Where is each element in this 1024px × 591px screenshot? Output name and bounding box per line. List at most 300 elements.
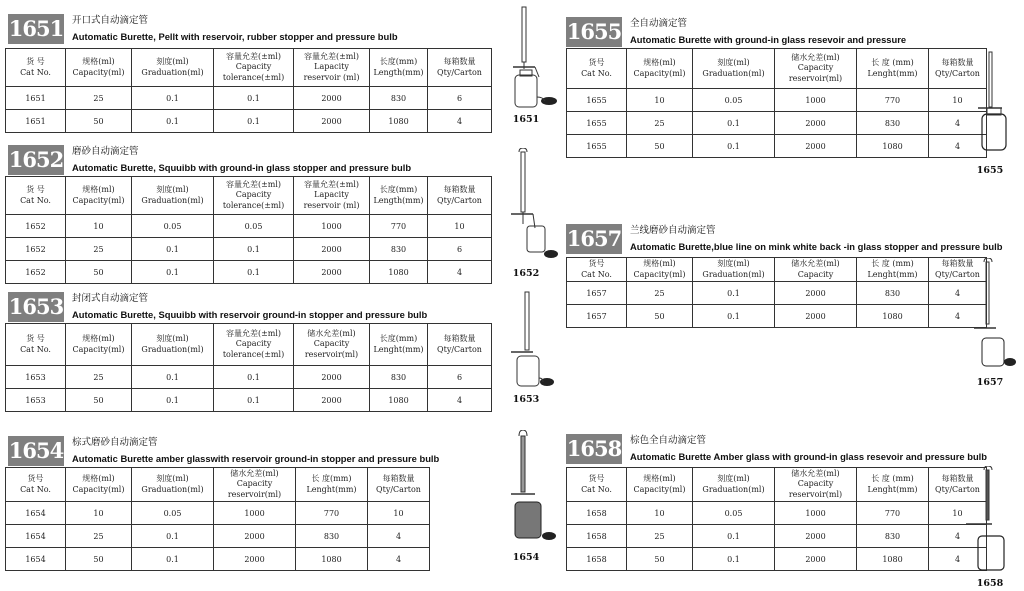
table-row <box>6 366 492 389</box>
header-line: Cat No. <box>581 484 612 494</box>
header-line: 规格(ml) <box>643 259 676 268</box>
header-line: tolerance(±ml) <box>222 349 285 359</box>
header-line: Capacity <box>797 269 834 279</box>
table-cell: 1651 <box>6 110 66 133</box>
header-line: Lapacity <box>314 62 349 72</box>
table-cell: 2000 <box>294 389 370 412</box>
table-cell: 830 <box>296 525 368 548</box>
cat-badge: 1653 <box>8 292 64 322</box>
table-cell: 830 <box>857 525 929 548</box>
header-line: 货号 <box>588 259 605 268</box>
cat-badge: 1655 <box>566 17 622 47</box>
column-header <box>693 468 775 502</box>
column-header <box>857 49 929 89</box>
header-line: 规格(ml) <box>643 58 676 67</box>
title-en: Automatic Burette, Squuibb with ground-in glass stopper and pressure bulb <box>72 162 412 173</box>
table-cell: 4 <box>368 548 430 571</box>
title-cn: 棕式磨砂自动滴定管 <box>72 437 158 448</box>
table-cell: 0.1 <box>132 548 214 571</box>
table-cell: 2000 <box>294 366 370 389</box>
header-line: Capacity(ml) <box>72 484 125 494</box>
table-cell: 4 <box>368 525 430 548</box>
header-line: Capacity(ml) <box>72 344 125 354</box>
header-line: Capacity <box>236 479 273 489</box>
column-header <box>66 324 132 366</box>
column-header <box>66 49 132 87</box>
column-header <box>294 177 370 215</box>
table-cell: 0.1 <box>693 112 775 135</box>
figure-label: 1652 <box>512 268 540 279</box>
table-cell: 0.05 <box>132 215 214 238</box>
table-cell: 0.1 <box>214 389 294 412</box>
spec-table-1651 <box>5 48 492 133</box>
table-cell: 1080 <box>370 261 428 284</box>
table-cell: 1000 <box>294 215 370 238</box>
title-cn: 磨砂自动滴定管 <box>72 146 139 157</box>
header-line: Cat No. <box>20 344 51 354</box>
table-cell: 50 <box>66 548 132 571</box>
column-header <box>6 324 66 366</box>
header-line: Capacity(ml) <box>633 484 686 494</box>
table-cell: 4 <box>929 305 987 328</box>
table-cell: 0.1 <box>214 261 294 284</box>
title-cn: 开口式自动滴定管 <box>72 15 149 26</box>
table-cell: 2000 <box>775 525 857 548</box>
table-cell: 1080 <box>857 305 929 328</box>
table-cell: 1000 <box>775 89 857 112</box>
table-cell: 50 <box>66 389 132 412</box>
cat-badge: 1658 <box>566 434 622 464</box>
table-cell: 1655 <box>567 112 627 135</box>
header-row <box>567 49 987 89</box>
table-cell: 50 <box>66 110 132 133</box>
table-cell: 1654 <box>6 525 66 548</box>
header-line: 每箱数量 <box>941 58 974 67</box>
table-row <box>6 502 430 525</box>
column-header <box>775 468 857 502</box>
table-cell: 50 <box>627 305 693 328</box>
header-line: Length(mm) <box>373 195 424 205</box>
header-line: 货号 <box>27 474 44 483</box>
header-line: 货号 <box>588 474 605 483</box>
header-line: Qty/Carton <box>935 484 980 494</box>
header-line: 每箱数量 <box>941 474 974 483</box>
title-cn: 兰线磨砂自动滴定管 <box>630 225 716 236</box>
table-cell: 2000 <box>775 548 857 571</box>
table-cell: 4 <box>929 135 987 158</box>
header-line: Lenght(mm) <box>867 269 918 279</box>
table-cell: 830 <box>857 282 929 305</box>
table-row <box>6 215 492 238</box>
table-cell: 0.1 <box>214 238 294 261</box>
table-cell: 1080 <box>296 548 368 571</box>
header-line: Graduation(ml) <box>702 68 765 78</box>
title-cn: 封闭式自动滴定管 <box>72 293 149 304</box>
column-header <box>214 177 294 215</box>
table-cell: 0.1 <box>132 87 214 110</box>
column-header <box>214 468 296 502</box>
table-cell: 4 <box>428 389 492 412</box>
column-header <box>132 177 214 215</box>
figure-label: 1651 <box>512 114 540 125</box>
title-en: Automatic Burette with ground-in glass resevoir and pressure <box>630 34 907 45</box>
header-line: Capacity <box>313 339 350 349</box>
cat-badge: 1654 <box>8 436 64 466</box>
table-cell: 0.1 <box>132 238 214 261</box>
header-line: 长度(mm) <box>379 185 418 194</box>
header-line: Cat No. <box>581 269 612 279</box>
title-cn: 棕色全自动滴定管 <box>630 435 707 446</box>
table-cell: 1080 <box>370 389 428 412</box>
column-header <box>214 49 294 87</box>
table-cell: 1657 <box>567 282 627 305</box>
header-line: Qty/Carton <box>437 344 482 354</box>
header-line: 储水允差(ml) <box>791 468 840 478</box>
table-cell: 25 <box>627 112 693 135</box>
header-line: Qty/Carton <box>437 195 482 205</box>
cat-badge: 1657 <box>566 224 622 254</box>
spec-table-1658 <box>566 467 987 571</box>
column-header <box>132 468 214 502</box>
table-cell: 0.1 <box>214 87 294 110</box>
table-cell: 0.1 <box>132 110 214 133</box>
table-cell: 0.1 <box>132 366 214 389</box>
spec-table-1653 <box>5 323 492 412</box>
table-cell: 10 <box>929 502 987 525</box>
title-cn: 全自动滴定管 <box>630 18 688 29</box>
table-cell: 10 <box>66 502 132 525</box>
table-cell: 2000 <box>294 87 370 110</box>
header-line: Length(mm) <box>373 67 424 77</box>
table-cell: 1080 <box>370 110 428 133</box>
header-line: Cat No. <box>20 195 51 205</box>
spec-table-1655 <box>566 48 987 158</box>
column-header <box>693 49 775 89</box>
table-row <box>6 525 430 548</box>
column-header <box>294 324 370 366</box>
header-line: 储水允差(ml) <box>230 468 279 478</box>
header-line: Capacity <box>235 62 272 72</box>
header-line: reservoir(ml) <box>304 349 359 359</box>
header-line: reservoir(ml) <box>788 489 843 499</box>
header-row <box>6 177 492 215</box>
table-cell: 770 <box>857 89 929 112</box>
header-line: 每箱数量 <box>941 259 974 268</box>
table-row <box>567 548 987 571</box>
table-cell: 1080 <box>857 548 929 571</box>
column-header <box>368 468 430 502</box>
column-header <box>627 49 693 89</box>
table-cell: 2000 <box>214 525 296 548</box>
table-row <box>567 282 987 305</box>
table-cell: 0.05 <box>693 89 775 112</box>
column-header <box>428 49 492 87</box>
header-line: 储水允差(ml) <box>791 259 840 268</box>
table-cell: 1652 <box>6 238 66 261</box>
burette-illustration <box>962 466 1018 574</box>
header-line: 长度(mm) <box>379 57 418 66</box>
header-line: 长 度 (mm) <box>871 474 914 483</box>
table-cell: 25 <box>66 238 132 261</box>
header-line: 容量允差(±ml) <box>225 328 282 338</box>
header-line: 货 号 <box>26 185 45 194</box>
title-en: Automatic Burette Amber glass with ground-in glass resevoir and pressure bulb <box>630 451 988 462</box>
header-line: 长度(mm) <box>379 334 418 343</box>
table-cell: 0.1 <box>693 135 775 158</box>
title-en: Automatic Burette,blue line on mink white back -in glass stopper and pressure bulb <box>630 241 1003 252</box>
table-cell: 0.1 <box>132 525 214 548</box>
header-line: 容量允差(±ml) <box>303 179 360 189</box>
header-line: 规格(ml) <box>82 474 115 483</box>
column-header <box>214 324 294 366</box>
table-cell: 0.1 <box>132 389 214 412</box>
table-cell: 830 <box>370 238 428 261</box>
spec-table-1654 <box>5 467 430 571</box>
table-cell: 1655 <box>567 89 627 112</box>
table-row <box>567 135 987 158</box>
header-line: 货 号 <box>26 57 45 66</box>
column-header <box>370 177 428 215</box>
header-line: Capacity(ml) <box>633 68 686 78</box>
header-line: 刻度(ml) <box>717 474 750 483</box>
header-line: 储水允差(ml) <box>791 52 840 62</box>
column-header <box>66 177 132 215</box>
table-cell: 2000 <box>775 282 857 305</box>
table-cell: 10 <box>627 502 693 525</box>
header-line: reservoir(ml) <box>788 73 843 83</box>
header-line: tolerance(±ml) <box>222 200 285 210</box>
column-header <box>370 324 428 366</box>
header-line: 每箱数量 <box>382 474 415 483</box>
table-cell: 25 <box>66 525 132 548</box>
burette-illustration <box>505 430 565 548</box>
column-header <box>693 258 775 282</box>
header-line: 每箱数量 <box>443 185 476 194</box>
table-row <box>567 502 987 525</box>
header-row <box>6 49 492 87</box>
table-cell: 830 <box>370 87 428 110</box>
header-line: 货 号 <box>26 334 45 343</box>
header-row <box>567 258 987 282</box>
table-row <box>6 110 492 133</box>
table-cell: 4 <box>929 282 987 305</box>
header-line: 容量允差(±ml) <box>225 179 282 189</box>
table-cell: 770 <box>296 502 368 525</box>
table-cell: 2000 <box>775 112 857 135</box>
header-line: Graduation(ml) <box>141 67 204 77</box>
table-cell: 2000 <box>294 110 370 133</box>
table-cell: 4 <box>929 548 987 571</box>
figure-label: 1654 <box>512 552 540 563</box>
table-cell: 1652 <box>6 261 66 284</box>
table-cell: 2000 <box>775 135 857 158</box>
header-line: Qty/Carton <box>437 67 482 77</box>
header-line: Graduation(ml) <box>141 195 204 205</box>
header-line: Cat No. <box>581 68 612 78</box>
table-cell: 2000 <box>294 238 370 261</box>
table-cell: 0.1 <box>693 282 775 305</box>
header-line: Graduation(ml) <box>141 484 204 494</box>
table-cell: 1653 <box>6 366 66 389</box>
title-en: Automatic Burette, Pellt with reservoir, rubber stopper and pressure bulb <box>72 31 398 42</box>
header-line: Capacity <box>235 190 272 200</box>
table-cell: 0.05 <box>214 215 294 238</box>
header-line: 规格(ml) <box>82 185 115 194</box>
table-cell: 6 <box>428 238 492 261</box>
header-line: Cat No. <box>20 67 51 77</box>
header-line: 每箱数量 <box>443 334 476 343</box>
header-line: Graduation(ml) <box>702 269 765 279</box>
column-header <box>428 177 492 215</box>
table-cell: 1652 <box>6 215 66 238</box>
table-row <box>567 305 987 328</box>
header-line: tolerance(±ml) <box>222 72 285 82</box>
header-line: 每箱数量 <box>443 57 476 66</box>
table-cell: 2000 <box>214 548 296 571</box>
header-line: Lenght(mm) <box>306 484 357 494</box>
header-row <box>6 468 430 502</box>
column-header <box>6 177 66 215</box>
column-header <box>857 468 929 502</box>
table-row <box>6 261 492 284</box>
header-row <box>567 468 987 502</box>
burette-illustration <box>505 290 565 395</box>
column-header <box>6 49 66 87</box>
header-line: 货号 <box>588 58 605 67</box>
header-line: 刻度(ml) <box>717 58 750 67</box>
table-cell: 10 <box>368 502 430 525</box>
table-row <box>567 89 987 112</box>
header-line: 刻度(ml) <box>156 57 189 66</box>
burette-illustration <box>505 5 565 115</box>
column-header <box>857 258 929 282</box>
header-line: Cat No. <box>20 484 51 494</box>
burette-illustration <box>970 50 1020 162</box>
table-cell: 1651 <box>6 87 66 110</box>
table-cell: 25 <box>627 282 693 305</box>
table-cell: 0.1 <box>693 548 775 571</box>
table-cell: 770 <box>370 215 428 238</box>
table-cell: 1658 <box>567 525 627 548</box>
table-cell: 4 <box>929 525 987 548</box>
column-header <box>775 49 857 89</box>
table-row <box>6 238 492 261</box>
table-cell: 2000 <box>775 305 857 328</box>
table-row <box>6 548 430 571</box>
column-header <box>370 49 428 87</box>
table-cell: 0.1 <box>693 525 775 548</box>
header-line: 刻度(ml) <box>717 259 750 268</box>
header-line: Capacity(ml) <box>633 269 686 279</box>
spec-table-1657 <box>566 257 987 328</box>
header-line: reservoir (ml) <box>303 200 360 210</box>
column-header <box>296 468 368 502</box>
figure-label: 1657 <box>976 377 1004 388</box>
table-cell: 830 <box>370 366 428 389</box>
header-line: Lenght(mm) <box>867 484 918 494</box>
header-line: Qty/Carton <box>935 68 980 78</box>
table-cell: 0.1 <box>214 110 294 133</box>
table-cell: 25 <box>66 87 132 110</box>
table-cell: 1654 <box>6 548 66 571</box>
figure-label: 1655 <box>976 165 1004 176</box>
table-cell: 0.05 <box>132 502 214 525</box>
header-line: Lenght(mm) <box>867 68 918 78</box>
table-cell: 6 <box>428 366 492 389</box>
burette-illustration <box>970 258 1020 376</box>
table-cell: 0.1 <box>214 366 294 389</box>
table-row <box>567 525 987 548</box>
table-cell: 0.1 <box>132 261 214 284</box>
header-line: Graduation(ml) <box>141 344 204 354</box>
table-cell: 10 <box>627 89 693 112</box>
header-line: reservoir (ml) <box>303 72 360 82</box>
header-row <box>6 324 492 366</box>
table-cell: 25 <box>627 525 693 548</box>
table-cell: 770 <box>857 502 929 525</box>
table-cell: 1654 <box>6 502 66 525</box>
table-cell: 1080 <box>857 135 929 158</box>
table-cell: 10 <box>929 89 987 112</box>
cat-badge: 1651 <box>8 14 64 44</box>
table-cell: 1655 <box>567 135 627 158</box>
header-line: 长 度 (mm) <box>871 58 914 67</box>
header-line: Capacity(ml) <box>72 195 125 205</box>
header-line: Qty/Carton <box>376 484 421 494</box>
table-cell: 830 <box>857 112 929 135</box>
header-line: 容量允差(±ml) <box>303 51 360 61</box>
table-row <box>6 389 492 412</box>
table-cell: 1653 <box>6 389 66 412</box>
table-cell: 1658 <box>567 548 627 571</box>
header-line: 储水允差(ml) <box>307 328 356 338</box>
table-cell: 50 <box>627 135 693 158</box>
header-line: Lenght(mm) <box>373 344 424 354</box>
figure-label: 1653 <box>512 394 540 405</box>
table-row <box>567 112 987 135</box>
header-line: 容量允差(±ml) <box>225 51 282 61</box>
header-line: 长 度(mm) <box>311 474 352 483</box>
header-line: reservoir(ml) <box>227 489 282 499</box>
table-cell: 50 <box>66 261 132 284</box>
cat-badge: 1652 <box>8 145 64 175</box>
column-header <box>567 258 627 282</box>
table-cell: 2000 <box>294 261 370 284</box>
table-cell: 10 <box>428 215 492 238</box>
column-header <box>66 468 132 502</box>
header-line: Lapacity <box>314 190 349 200</box>
header-line: 规格(ml) <box>643 474 676 483</box>
header-line: Capacity <box>235 339 272 349</box>
table-cell: 50 <box>627 548 693 571</box>
table-cell: 4 <box>428 110 492 133</box>
column-header <box>775 258 857 282</box>
burette-illustration <box>505 148 565 266</box>
table-cell: 4 <box>929 112 987 135</box>
header-line: 规格(ml) <box>82 57 115 66</box>
table-cell: 4 <box>428 261 492 284</box>
header-line: 长 度 (mm) <box>871 259 914 268</box>
column-header <box>132 324 214 366</box>
column-header <box>567 468 627 502</box>
column-header <box>132 49 214 87</box>
column-header <box>6 468 66 502</box>
header-line: 刻度(ml) <box>156 474 189 483</box>
spec-table-1652 <box>5 176 492 284</box>
table-cell: 1000 <box>214 502 296 525</box>
header-line: Capacity <box>797 479 834 489</box>
header-line: 刻度(ml) <box>156 334 189 343</box>
